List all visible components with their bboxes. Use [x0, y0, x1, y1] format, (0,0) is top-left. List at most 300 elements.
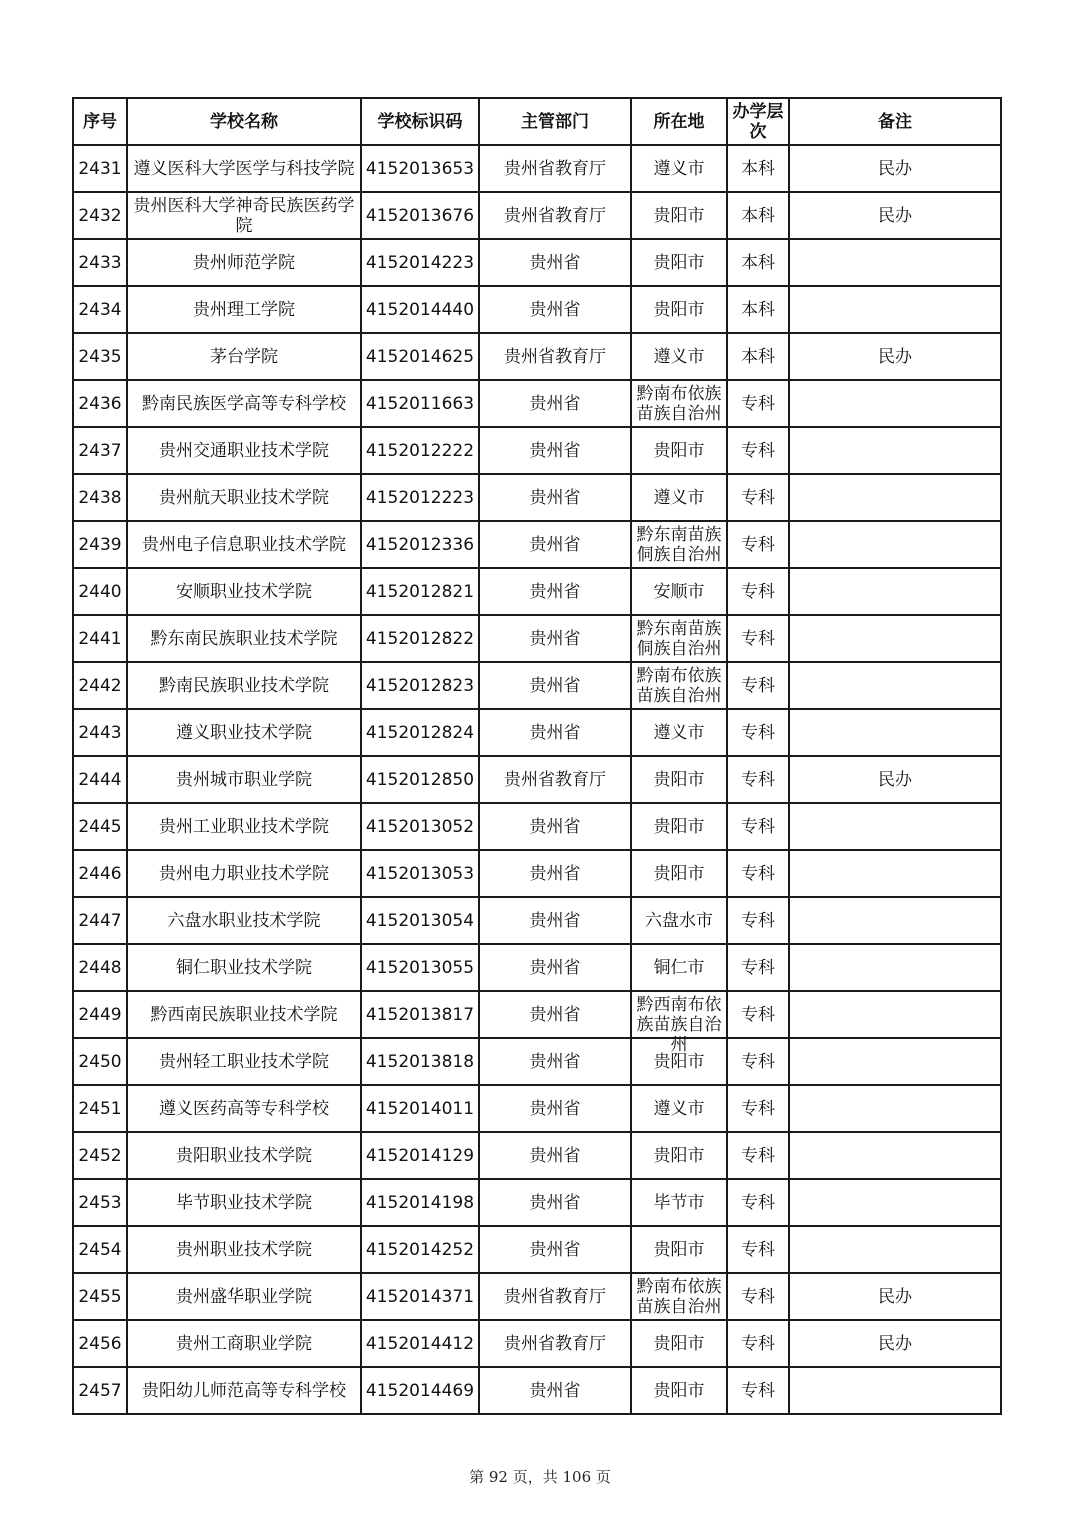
department-cell	[479, 286, 631, 333]
row-number: 2440	[78, 581, 122, 602]
school-code: 4152014129	[365, 1145, 475, 1166]
school-code: 4152014371	[365, 1286, 475, 1307]
remark-cell	[789, 756, 1001, 803]
school-code-cell	[361, 427, 479, 474]
remark-cell	[789, 145, 1001, 192]
school-code: 4152011663	[365, 393, 475, 414]
department-cell	[479, 1273, 631, 1320]
row-number-cell	[73, 1367, 127, 1414]
school-name: 铜仁职业技术学院	[176, 957, 312, 978]
remark-cell	[789, 662, 1001, 709]
school-code-cell	[361, 333, 479, 380]
table-row	[73, 709, 1001, 756]
level: 本科	[741, 158, 775, 179]
level: 专科	[741, 440, 775, 461]
row-number: 2443	[78, 722, 122, 743]
location-cell	[631, 1085, 727, 1132]
location-cell	[631, 521, 727, 568]
row-number: 2448	[78, 957, 122, 978]
location: 黔西南布依族苗族自治州	[636, 994, 722, 1055]
school-code: 4152014252	[365, 1239, 475, 1260]
table-body	[73, 145, 1001, 1414]
remark: 民办	[878, 1333, 912, 1354]
school-code-cell	[361, 1179, 479, 1226]
department-cell	[479, 991, 631, 1038]
level-cell	[727, 1132, 789, 1179]
remark-cell	[789, 239, 1001, 286]
row-number-cell	[73, 380, 127, 427]
school-code-cell	[361, 145, 479, 192]
location-cell	[631, 1367, 727, 1414]
location-cell	[631, 803, 727, 850]
department: 贵州省	[529, 957, 581, 978]
school-name-cell	[127, 615, 361, 662]
school-name-cell	[127, 1273, 361, 1320]
school-name: 贵州盛华职业学院	[176, 1286, 312, 1307]
location: 贵阳市	[653, 1380, 705, 1401]
school-code: 4152014412	[365, 1333, 475, 1354]
location: 黔南布依族苗族自治州	[636, 665, 722, 706]
school-name: 贵阳幼儿师范高等专科学校	[142, 1380, 346, 1401]
department-cell	[479, 944, 631, 991]
remark-cell	[789, 803, 1001, 850]
school-code: 4152014625	[365, 346, 475, 367]
table-row	[73, 286, 1001, 333]
remark-cell	[789, 991, 1001, 1038]
department-cell	[479, 615, 631, 662]
school-code-cell	[361, 803, 479, 850]
row-number-cell	[73, 1132, 127, 1179]
table-row	[73, 1179, 1001, 1226]
school-code: 4152012824	[365, 722, 475, 743]
location-cell	[631, 897, 727, 944]
table-row	[73, 239, 1001, 286]
row-number-cell	[73, 709, 127, 756]
row-number-cell	[73, 427, 127, 474]
location: 贵阳市	[653, 816, 705, 837]
school-name: 六盘水职业技术学院	[167, 910, 321, 931]
department: 贵州省	[529, 393, 581, 414]
table-row	[73, 333, 1001, 380]
school-name-cell	[127, 1226, 361, 1273]
department: 贵州省	[529, 1051, 581, 1072]
location: 贵阳市	[653, 863, 705, 884]
row-number: 2450	[78, 1051, 122, 1072]
department: 贵州省	[529, 816, 581, 837]
department-cell	[479, 474, 631, 521]
remark-cell	[789, 1226, 1001, 1273]
level: 专科	[741, 1380, 775, 1401]
level-cell	[727, 145, 789, 192]
table-row	[73, 521, 1001, 568]
department: 贵州省	[529, 440, 581, 461]
school-name: 安顺职业技术学院	[176, 581, 312, 602]
school-name-cell	[127, 1179, 361, 1226]
location: 黔南布依族苗族自治州	[636, 1276, 722, 1317]
school-code-cell	[361, 568, 479, 615]
school-name: 遵义职业技术学院	[176, 722, 312, 743]
remark-cell	[789, 568, 1001, 615]
remark-cell	[789, 427, 1001, 474]
header-cell: 办学层次	[727, 98, 789, 145]
remark: 民办	[878, 346, 912, 367]
school-code-cell	[361, 1038, 479, 1085]
table-row	[73, 756, 1001, 803]
location: 黔南布依族苗族自治州	[636, 383, 722, 424]
table-row	[73, 944, 1001, 991]
remark-cell	[789, 521, 1001, 568]
table-row	[73, 615, 1001, 662]
level: 本科	[741, 252, 775, 273]
level-cell	[727, 1226, 789, 1273]
school-code-cell	[361, 1320, 479, 1367]
department-cell	[479, 1320, 631, 1367]
department: 贵州省	[529, 1145, 581, 1166]
school-name: 黔西南民族职业技术学院	[150, 1004, 338, 1025]
row-number-cell	[73, 991, 127, 1038]
remark-cell	[789, 615, 1001, 662]
level-cell	[727, 991, 789, 1038]
level: 专科	[741, 534, 775, 555]
school-code-cell	[361, 1226, 479, 1273]
table-row	[73, 1226, 1001, 1273]
school-name-cell	[127, 192, 361, 239]
header-cell: 学校名称	[127, 98, 361, 145]
school-code-cell	[361, 944, 479, 991]
location: 贵阳市	[653, 440, 705, 461]
level: 专科	[741, 1004, 775, 1025]
school-name-cell	[127, 709, 361, 756]
school-name: 贵州电子信息职业技术学院	[142, 534, 346, 555]
school-code: 4152014223	[365, 252, 475, 273]
remark-cell	[789, 1132, 1001, 1179]
location-cell	[631, 145, 727, 192]
table-row	[73, 991, 1001, 1038]
school-name-cell	[127, 991, 361, 1038]
school-name-cell	[127, 568, 361, 615]
table-row	[73, 1320, 1001, 1367]
department-cell	[479, 427, 631, 474]
department: 贵州省教育厅	[504, 769, 606, 790]
department-cell	[479, 803, 631, 850]
school-name: 黔南民族医学高等专科学校	[142, 393, 346, 414]
page-footer: 第 92 页，共 106 页	[469, 1468, 611, 1486]
table-row	[73, 474, 1001, 521]
school-code-cell	[361, 192, 479, 239]
school-name-cell	[127, 145, 361, 192]
department: 贵州省	[529, 863, 581, 884]
level: 本科	[741, 299, 775, 320]
school-name-cell	[127, 1132, 361, 1179]
location: 毕节市	[653, 1192, 705, 1213]
school-name: 毕节职业技术学院	[176, 1192, 312, 1213]
row-number-cell	[73, 850, 127, 897]
location: 黔东南苗族侗族自治州	[636, 524, 722, 565]
school-name-cell	[127, 803, 361, 850]
row-number-cell	[73, 1320, 127, 1367]
level: 本科	[741, 346, 775, 367]
level: 专科	[741, 1051, 775, 1072]
level: 专科	[741, 628, 775, 649]
location-cell	[631, 286, 727, 333]
level-cell	[727, 662, 789, 709]
location-cell	[631, 1179, 727, 1226]
table-row	[73, 568, 1001, 615]
row-number-cell	[73, 944, 127, 991]
remark-cell	[789, 1179, 1001, 1226]
row-number: 2442	[78, 675, 122, 696]
level: 专科	[741, 393, 775, 414]
school-name-cell	[127, 897, 361, 944]
remark-cell	[789, 1273, 1001, 1320]
level: 专科	[741, 816, 775, 837]
school-code-cell	[361, 615, 479, 662]
remark-cell	[789, 380, 1001, 427]
level: 专科	[741, 1145, 775, 1166]
table-row	[73, 1085, 1001, 1132]
location-cell	[631, 239, 727, 286]
row-number-cell	[73, 897, 127, 944]
level-cell	[727, 286, 789, 333]
department: 贵州省	[529, 581, 581, 602]
school-code: 4152013053	[365, 863, 475, 884]
school-code-cell	[361, 756, 479, 803]
location: 遵义市	[653, 722, 705, 743]
level-cell	[727, 850, 789, 897]
remark-cell	[789, 286, 1001, 333]
level-cell	[727, 615, 789, 662]
row-number-cell	[73, 192, 127, 239]
remark-cell	[789, 474, 1001, 521]
department: 贵州省	[529, 910, 581, 931]
school-name: 贵州航天职业技术学院	[159, 487, 329, 508]
row-number-cell	[73, 568, 127, 615]
level-cell	[727, 239, 789, 286]
table-row	[73, 850, 1001, 897]
location-cell	[631, 944, 727, 991]
row-number: 2456	[78, 1333, 122, 1354]
remark-cell	[789, 850, 1001, 897]
school-code: 4152012850	[365, 769, 475, 790]
row-number: 2435	[78, 346, 122, 367]
department-cell	[479, 145, 631, 192]
remark-cell	[789, 1320, 1001, 1367]
school-code: 4152013676	[365, 205, 475, 226]
school-code-cell	[361, 1367, 479, 1414]
level-cell	[727, 521, 789, 568]
location: 贵阳市	[653, 1333, 705, 1354]
table-row	[73, 192, 1001, 239]
location: 遵义市	[653, 158, 705, 179]
level-cell	[727, 192, 789, 239]
level: 专科	[741, 957, 775, 978]
remark-cell	[789, 1367, 1001, 1414]
level-cell	[727, 1320, 789, 1367]
location: 贵阳市	[653, 1051, 705, 1072]
school-code: 4152012222	[365, 440, 475, 461]
table-row	[73, 897, 1001, 944]
location-cell	[631, 192, 727, 239]
department-cell	[479, 239, 631, 286]
row-number: 2439	[78, 534, 122, 555]
location-cell	[631, 1273, 727, 1320]
remark-cell	[789, 1085, 1001, 1132]
row-number-cell	[73, 1085, 127, 1132]
department-cell	[479, 1085, 631, 1132]
table-row	[73, 1038, 1001, 1085]
remark: 民办	[878, 205, 912, 226]
department-cell	[479, 1132, 631, 1179]
department: 贵州省教育厅	[504, 205, 606, 226]
department-cell	[479, 1226, 631, 1273]
header-cell: 备注	[789, 98, 1001, 145]
location-cell	[631, 568, 727, 615]
department-cell	[479, 850, 631, 897]
remark: 民办	[878, 1286, 912, 1307]
row-number-cell	[73, 1038, 127, 1085]
level: 专科	[741, 722, 775, 743]
department: 贵州省	[529, 1192, 581, 1213]
school-name: 贵州交通职业技术学院	[159, 440, 329, 461]
school-code-cell	[361, 521, 479, 568]
level-cell	[727, 333, 789, 380]
table-row	[73, 427, 1001, 474]
school-code: 4152012223	[365, 487, 475, 508]
table-row	[73, 1367, 1001, 1414]
level-cell	[727, 568, 789, 615]
location-cell	[631, 474, 727, 521]
school-name: 贵州轻工职业技术学院	[159, 1051, 329, 1072]
department: 贵州省教育厅	[504, 1286, 606, 1307]
level: 专科	[741, 1333, 775, 1354]
table-row	[73, 1273, 1001, 1320]
department: 贵州省	[529, 534, 581, 555]
row-number-cell	[73, 474, 127, 521]
school-code: 4152013054	[365, 910, 475, 931]
header-cell: 主管部门	[479, 98, 631, 145]
school-name: 茅台学院	[210, 346, 278, 367]
school-code-cell	[361, 1085, 479, 1132]
level: 专科	[741, 910, 775, 931]
department: 贵州省	[529, 722, 581, 743]
header-cell: 所在地	[631, 98, 727, 145]
location-cell	[631, 1320, 727, 1367]
school-code-cell	[361, 1273, 479, 1320]
school-code: 4152013817	[365, 1004, 475, 1025]
row-number-cell	[73, 1179, 127, 1226]
row-number: 2431	[78, 158, 122, 179]
school-name-cell	[127, 427, 361, 474]
table-row	[73, 145, 1001, 192]
table-row	[73, 380, 1001, 427]
level-cell	[727, 474, 789, 521]
location: 贵阳市	[653, 252, 705, 273]
school-name-cell	[127, 662, 361, 709]
school-code-cell	[361, 850, 479, 897]
level: 专科	[741, 487, 775, 508]
row-number-cell	[73, 521, 127, 568]
department: 贵州省	[529, 628, 581, 649]
location-cell	[631, 991, 727, 1055]
school-code: 4152014440	[365, 299, 475, 320]
school-name-cell	[127, 1085, 361, 1132]
school-code: 4152014469	[365, 1380, 475, 1401]
department-cell	[479, 1367, 631, 1414]
school-name-cell	[127, 1038, 361, 1085]
department-cell	[479, 521, 631, 568]
department: 贵州省教育厅	[504, 346, 606, 367]
row-number-cell	[73, 333, 127, 380]
department: 贵州省	[529, 1098, 581, 1119]
school-name-cell	[127, 1367, 361, 1414]
row-number-cell	[73, 615, 127, 662]
location: 六盘水市	[645, 910, 713, 931]
location-cell	[631, 427, 727, 474]
location: 贵阳市	[653, 769, 705, 790]
level-cell	[727, 1179, 789, 1226]
location-cell	[631, 756, 727, 803]
row-number: 2432	[78, 205, 122, 226]
department-cell	[479, 1038, 631, 1085]
row-number: 2454	[78, 1239, 122, 1260]
remark-cell	[789, 1038, 1001, 1085]
school-name: 贵州师范学院	[193, 252, 295, 273]
school-name-cell	[127, 239, 361, 286]
department: 贵州省教育厅	[504, 158, 606, 179]
row-number-cell	[73, 803, 127, 850]
department-cell	[479, 662, 631, 709]
row-number-cell	[73, 145, 127, 192]
school-code: 4152013818	[365, 1051, 475, 1072]
row-number-cell	[73, 239, 127, 286]
school-name: 贵州理工学院	[193, 299, 295, 320]
school-name-cell	[127, 333, 361, 380]
row-number: 2455	[78, 1286, 122, 1307]
location: 安顺市	[653, 581, 705, 602]
location: 遵义市	[653, 1098, 705, 1119]
location: 铜仁市	[653, 957, 705, 978]
table-header-row	[73, 98, 1001, 145]
row-number: 2446	[78, 863, 122, 884]
school-code-cell	[361, 1132, 479, 1179]
school-name: 贵州职业技术学院	[176, 1239, 312, 1260]
department-cell	[479, 1179, 631, 1226]
school-name-cell	[127, 380, 361, 427]
school-name: 黔东南民族职业技术学院	[150, 628, 338, 649]
department: 贵州省教育厅	[504, 1333, 606, 1354]
row-number-cell	[73, 1273, 127, 1320]
department: 贵州省	[529, 1380, 581, 1401]
location-cell	[631, 850, 727, 897]
level: 专科	[741, 1098, 775, 1119]
level: 专科	[741, 769, 775, 790]
department-cell	[479, 709, 631, 756]
department: 贵州省	[529, 1004, 581, 1025]
row-number: 2452	[78, 1145, 122, 1166]
location: 贵阳市	[653, 299, 705, 320]
row-number: 2441	[78, 628, 122, 649]
row-number-cell	[73, 1226, 127, 1273]
row-number: 2438	[78, 487, 122, 508]
school-name-cell	[127, 474, 361, 521]
level-cell	[727, 944, 789, 991]
school-name-cell	[127, 756, 361, 803]
remark: 民办	[878, 158, 912, 179]
school-code: 4152014011	[365, 1098, 475, 1119]
school-name: 遵义医药高等专科学校	[159, 1098, 329, 1119]
school-code: 4152012821	[365, 581, 475, 602]
level: 专科	[741, 863, 775, 884]
